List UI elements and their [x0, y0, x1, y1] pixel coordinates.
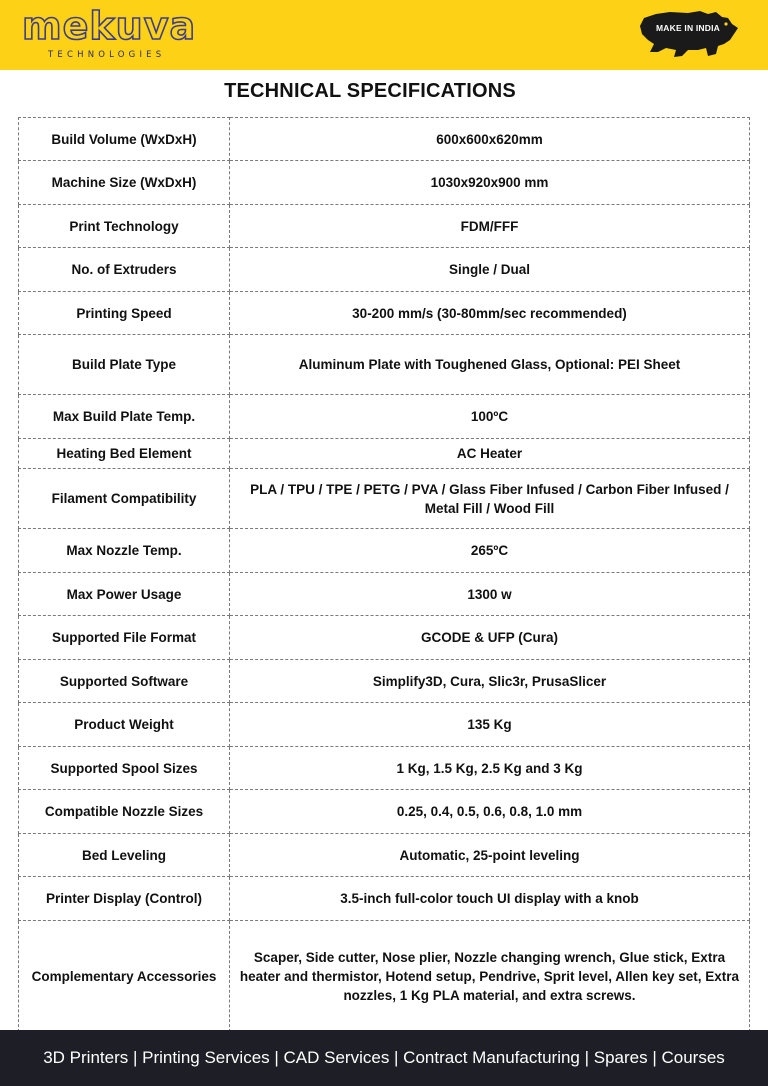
page-title: TECHNICAL SPECIFICATIONS [224, 80, 516, 102]
spec-value: 265ºC [230, 529, 750, 573]
spec-value: 3.5-inch full-color touch UI display with a knob [230, 877, 750, 921]
spec-row [19, 834, 750, 877]
spec-row [19, 790, 750, 834]
spec-label: Max Build Plate Temp. [19, 395, 230, 439]
spec-row [19, 747, 750, 790]
header-bar [0, 0, 768, 70]
spec-label: No. of Extruders [19, 248, 230, 292]
spec-label: Build Plate Type [19, 335, 230, 395]
spec-row [19, 529, 750, 573]
make-in-india-logo [636, 8, 746, 62]
spec-row [19, 877, 750, 921]
spec-value: GCODE & UFP (Cura) [230, 616, 750, 660]
spec-value: 30-200 mm/s (30-80mm/sec recommended) [230, 292, 750, 335]
spec-value: 1300 w [230, 573, 750, 616]
spec-label: Printing Speed [19, 292, 230, 335]
spec-row [19, 921, 750, 1032]
spec-value: PLA / TPU / TPE / PETG / PVA / Glass Fiber Infused / Carbon Fiber Infused / Metal Fill / Wood Fill [230, 469, 750, 529]
spec-label: Bed Leveling [19, 834, 230, 877]
spec-row [19, 248, 750, 292]
spec-value: 1 Kg, 1.5 Kg, 2.5 Kg and 3 Kg [230, 747, 750, 790]
spec-value: 1030x920x900 mm [230, 161, 750, 205]
spec-value: Scaper, Side cutter, Nose plier, Nozzle changing wrench, Glue stick, Extra heater and thermistor, Hotend setup, Pendrive, Sprit level, Allen key set, Extra nozzles, 1 Kg PLA material, and extra screws. [230, 921, 750, 1032]
spec-value: 100ºC [230, 395, 750, 439]
spec-label: Printer Display (Control) [19, 877, 230, 921]
spec-value: 0.25, 0.4, 0.5, 0.6, 0.8, 1.0 mm [230, 790, 750, 834]
spec-label: Filament Compatibility [19, 469, 230, 529]
spec-label: Product Weight [19, 703, 230, 747]
spec-label: Supported File Format [19, 616, 230, 660]
spec-label: Complementary Accessories [19, 921, 230, 1032]
spec-value: Automatic, 25-point leveling [230, 834, 750, 877]
lion-icon [636, 8, 746, 62]
spec-value: AC Heater [230, 439, 750, 469]
spec-value: 135 Kg [230, 703, 750, 747]
make-in-india-text: MAKE IN INDIA [656, 23, 720, 33]
spec-row [19, 395, 750, 439]
spec-value: Single / Dual [230, 248, 750, 292]
spec-row [19, 469, 750, 529]
mekuva-logo[interactable] [22, 4, 212, 62]
logo-wordmark: mekuva [22, 4, 197, 48]
spec-row [19, 616, 750, 660]
spec-row [19, 205, 750, 248]
spec-row [19, 573, 750, 616]
spec-value: FDM/FFF [230, 205, 750, 248]
spec-row [19, 660, 750, 703]
spec-label: Max Power Usage [19, 573, 230, 616]
spec-row [19, 335, 750, 395]
spec-row [19, 292, 750, 335]
spec-label: Print Technology [19, 205, 230, 248]
spec-row [19, 703, 750, 747]
spec-row [19, 118, 750, 161]
spec-value: 600x600x620mm [230, 118, 750, 161]
spec-value: Aluminum Plate with Toughened Glass, Optional: PEI Sheet [230, 335, 750, 395]
spec-label: Machine Size (WxDxH) [19, 161, 230, 205]
spec-row [19, 161, 750, 205]
spec-table [18, 117, 750, 1032]
spec-label: Supported Software [19, 660, 230, 703]
spec-label: Supported Spool Sizes [19, 747, 230, 790]
spec-row [19, 439, 750, 469]
spec-label: Max Nozzle Temp. [19, 529, 230, 573]
footer-bar [0, 1030, 768, 1086]
logo-subtitle: TECHNOLOGIES [48, 50, 166, 60]
spec-label: Build Volume (WxDxH) [19, 118, 230, 161]
spec-label: Heating Bed Element [19, 439, 230, 469]
footer-services: 3D Printers | Printing Services | CAD Services | Contract Manufacturing | Spares | Courses [43, 1048, 725, 1067]
spec-value: Simplify3D, Cura, Slic3r, PrusaSlicer [230, 660, 750, 703]
spec-label: Compatible Nozzle Sizes [19, 790, 230, 834]
